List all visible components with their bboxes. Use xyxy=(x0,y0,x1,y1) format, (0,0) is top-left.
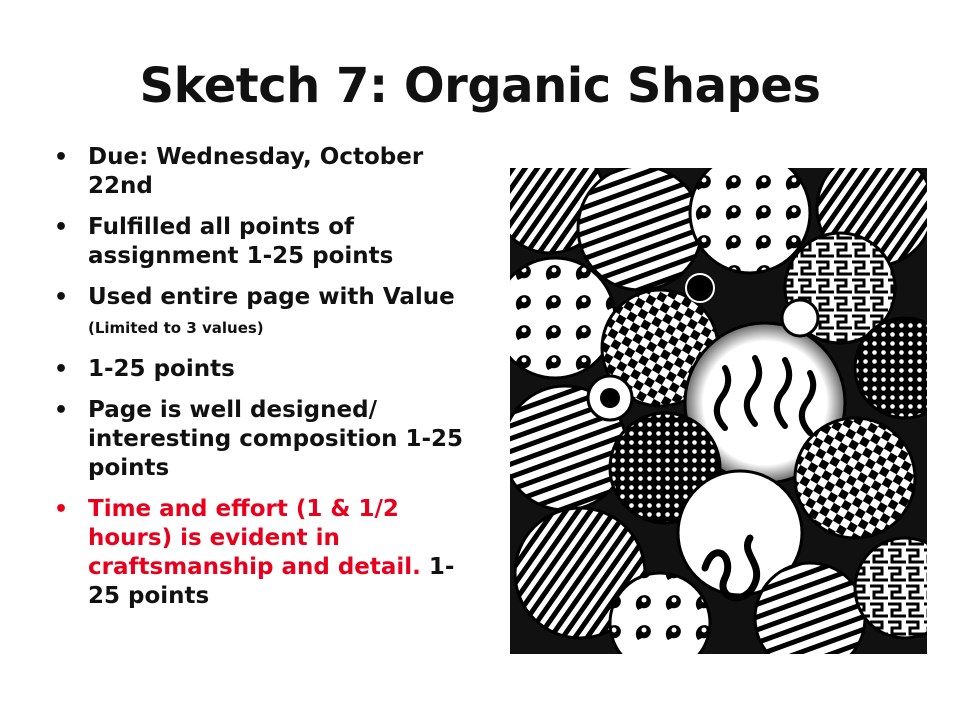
bullet-text: Time and effort (1 & 1/2 hours) is evident in craftsmanship and detail. xyxy=(88,496,421,580)
zentangle-drawing xyxy=(510,168,927,654)
bullet-tail: 1-25 points xyxy=(88,554,455,609)
bullet-design xyxy=(54,396,474,483)
bullet-fulfilled xyxy=(54,213,474,271)
bullet-value xyxy=(54,283,474,343)
bullet-text: Page is well designed/ interesting composition 1-25 points xyxy=(88,397,464,481)
bullet-dot: • xyxy=(54,215,69,240)
bullet-dot: • xyxy=(54,357,69,382)
organic-shapes-artwork xyxy=(510,168,927,654)
bullet-effort xyxy=(54,495,474,611)
bullet-text: Due: Wednesday, October 22nd xyxy=(88,144,424,199)
bullet-due-date xyxy=(54,143,474,201)
bullet-text: Used entire page with xyxy=(88,284,383,310)
bullet-emphasis: Value xyxy=(382,284,455,310)
bullet-list xyxy=(54,143,474,623)
slide-title: Sketch 7: Organic Shapes xyxy=(139,58,821,114)
bullet-text: 1-25 points xyxy=(88,356,235,382)
bullet-text: Fulfilled all points of assignment 1-25 points xyxy=(88,214,394,269)
bullet-dot: • xyxy=(54,285,69,310)
bullet-dot: • xyxy=(54,398,69,423)
bullet-dot: • xyxy=(54,145,69,170)
bullet-dot: • xyxy=(54,497,69,522)
bullet-note: (Limited to 3 values) xyxy=(88,319,264,337)
bullet-points xyxy=(54,355,474,384)
